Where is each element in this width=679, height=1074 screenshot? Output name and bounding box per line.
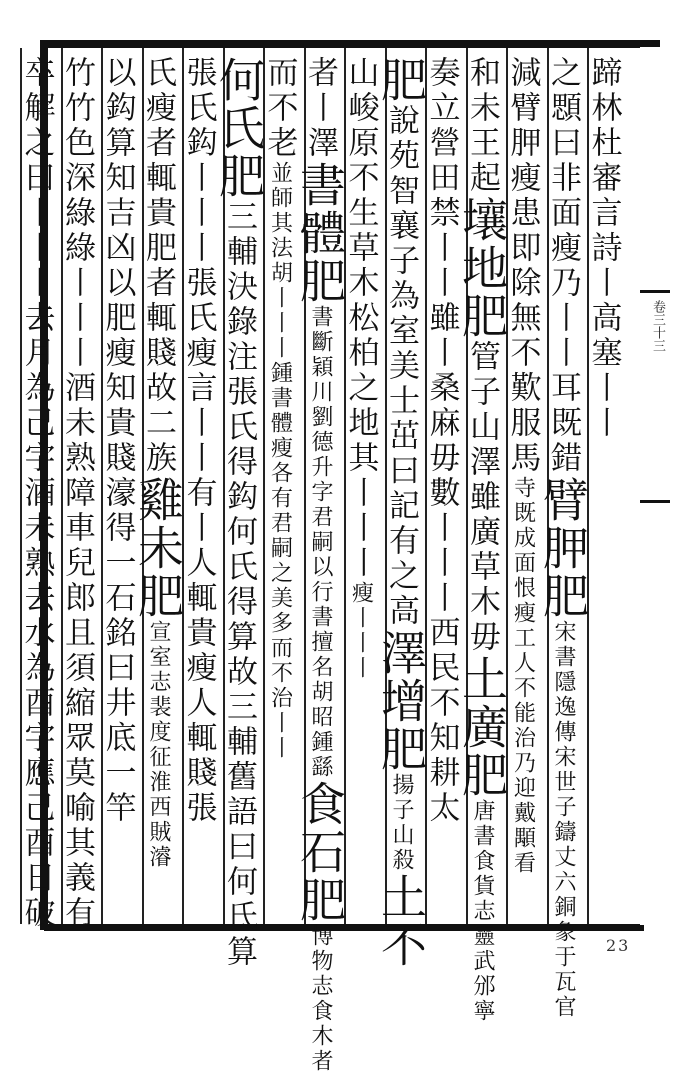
body-text: 寺既成面恨瘦工人不能治乃迎戴顒看 [510,476,536,876]
body-text: 蹄林杜審言詩 [585,56,622,266]
text-column-3 [504,56,550,922]
body-text: 博物志食木者 [308,924,333,1074]
body-text: 氏瘦者輒貴肥者輒賤故二族 [140,56,176,476]
body-text: 奏立營田 [423,56,460,196]
body-text: 丨丨丨西民不知耕太 [423,511,460,826]
body-text: 減臂胛瘦患即除無不歎服馬 [504,56,541,476]
body-text: 山峻原不生草木松柏之地其丨丨丨 [342,56,379,581]
body-text: 書斷穎川劉德升字君嗣以行書擅名胡昭鍾繇 [308,305,333,780]
heading-term: 臂胛肥 [536,476,590,620]
body-text: 以鈎算知吉凶以肥瘦知貴賤 [99,56,136,476]
heading-term: 雞未肥 [131,476,185,620]
body-text: 卒解之曰丨丨丨去月為己字酒未熟去水為酉字應己酉日破 [18,56,55,931]
heading-term: 澤增肥 [374,629,428,773]
body-text: 宣室志裴度征淮西賊濬 [146,620,171,870]
body-text: 者丨澤 [302,56,338,161]
side-label: 卷三十三 [650,300,665,352]
page-number: 23 [606,936,631,955]
body-text: 張氏鈎丨丨丨張氏瘦言丨丨有丨人輒貴瘦人輒賤張 [180,56,217,826]
text-column-10 [212,56,267,970]
text-column-4 [455,56,510,1024]
body-text: 揚子山殺 [389,773,414,873]
text-column-1 [585,56,631,922]
body-text: 之顋曰非面瘦乃丨丨耳既錯 [545,56,581,476]
edge-mark-top [640,290,670,293]
body-text: 禁丨丨雖丨桑麻毋數 [423,196,460,511]
text-column-8 [293,56,348,1074]
body-text: 說苑智襄子為室美士茁曰記有之高 [383,104,419,629]
body-text: 和未王起 [464,56,500,196]
body-text: 三輔決錄注張氏得鈎何氏得算故三輔舊語曰何氏算 [221,200,257,970]
text-column-9 [261,56,307,922]
body-text: 竹竹色深綠綠丨丨丨酒未熟障車兒郎且須縮眾莫喻其義有 [59,56,95,931]
heading-term: 何氏肥 [212,56,266,200]
text-column-13 [99,56,145,922]
text-column-12 [131,56,186,922]
text-column-11 [180,56,226,922]
body-text: 宋書隱逸傳宋世子鑄丈六銅象于瓦官 [551,620,576,1020]
body-text: 瘦丨丨丨 [348,581,374,681]
heading-term: 土不 [374,873,428,969]
text-column-15 [18,56,64,931]
body-text: 多而不治丨丨 [267,611,293,761]
text-column-2 [536,56,591,1020]
edge-mark-bottom [640,500,670,503]
heading-term: 書體肥 [293,161,347,305]
text-column-7 [342,56,388,922]
body-text: 丨高塞丨丨 [585,266,622,441]
body-text: 而不老 [261,56,298,161]
heading-term: 肥 [374,56,428,104]
text-column-6 [374,56,429,969]
body-text: 並師其法胡丨丨丨鍾書體瘦各有君嗣之美 [267,161,293,611]
heading-term: 土廣肥 [455,655,509,799]
text-column-5 [423,56,469,922]
body-text: 唐書食貨志靈武邠寧 [470,799,495,1024]
body-text: 管子山澤雖廣草木毋 [464,340,500,655]
text-column-14 [59,56,105,931]
body-text: 濠得一石銘曰井底一竿 [99,476,136,826]
heading-term: 食石肥 [293,780,347,924]
heading-term: 壤地肥 [455,196,509,340]
